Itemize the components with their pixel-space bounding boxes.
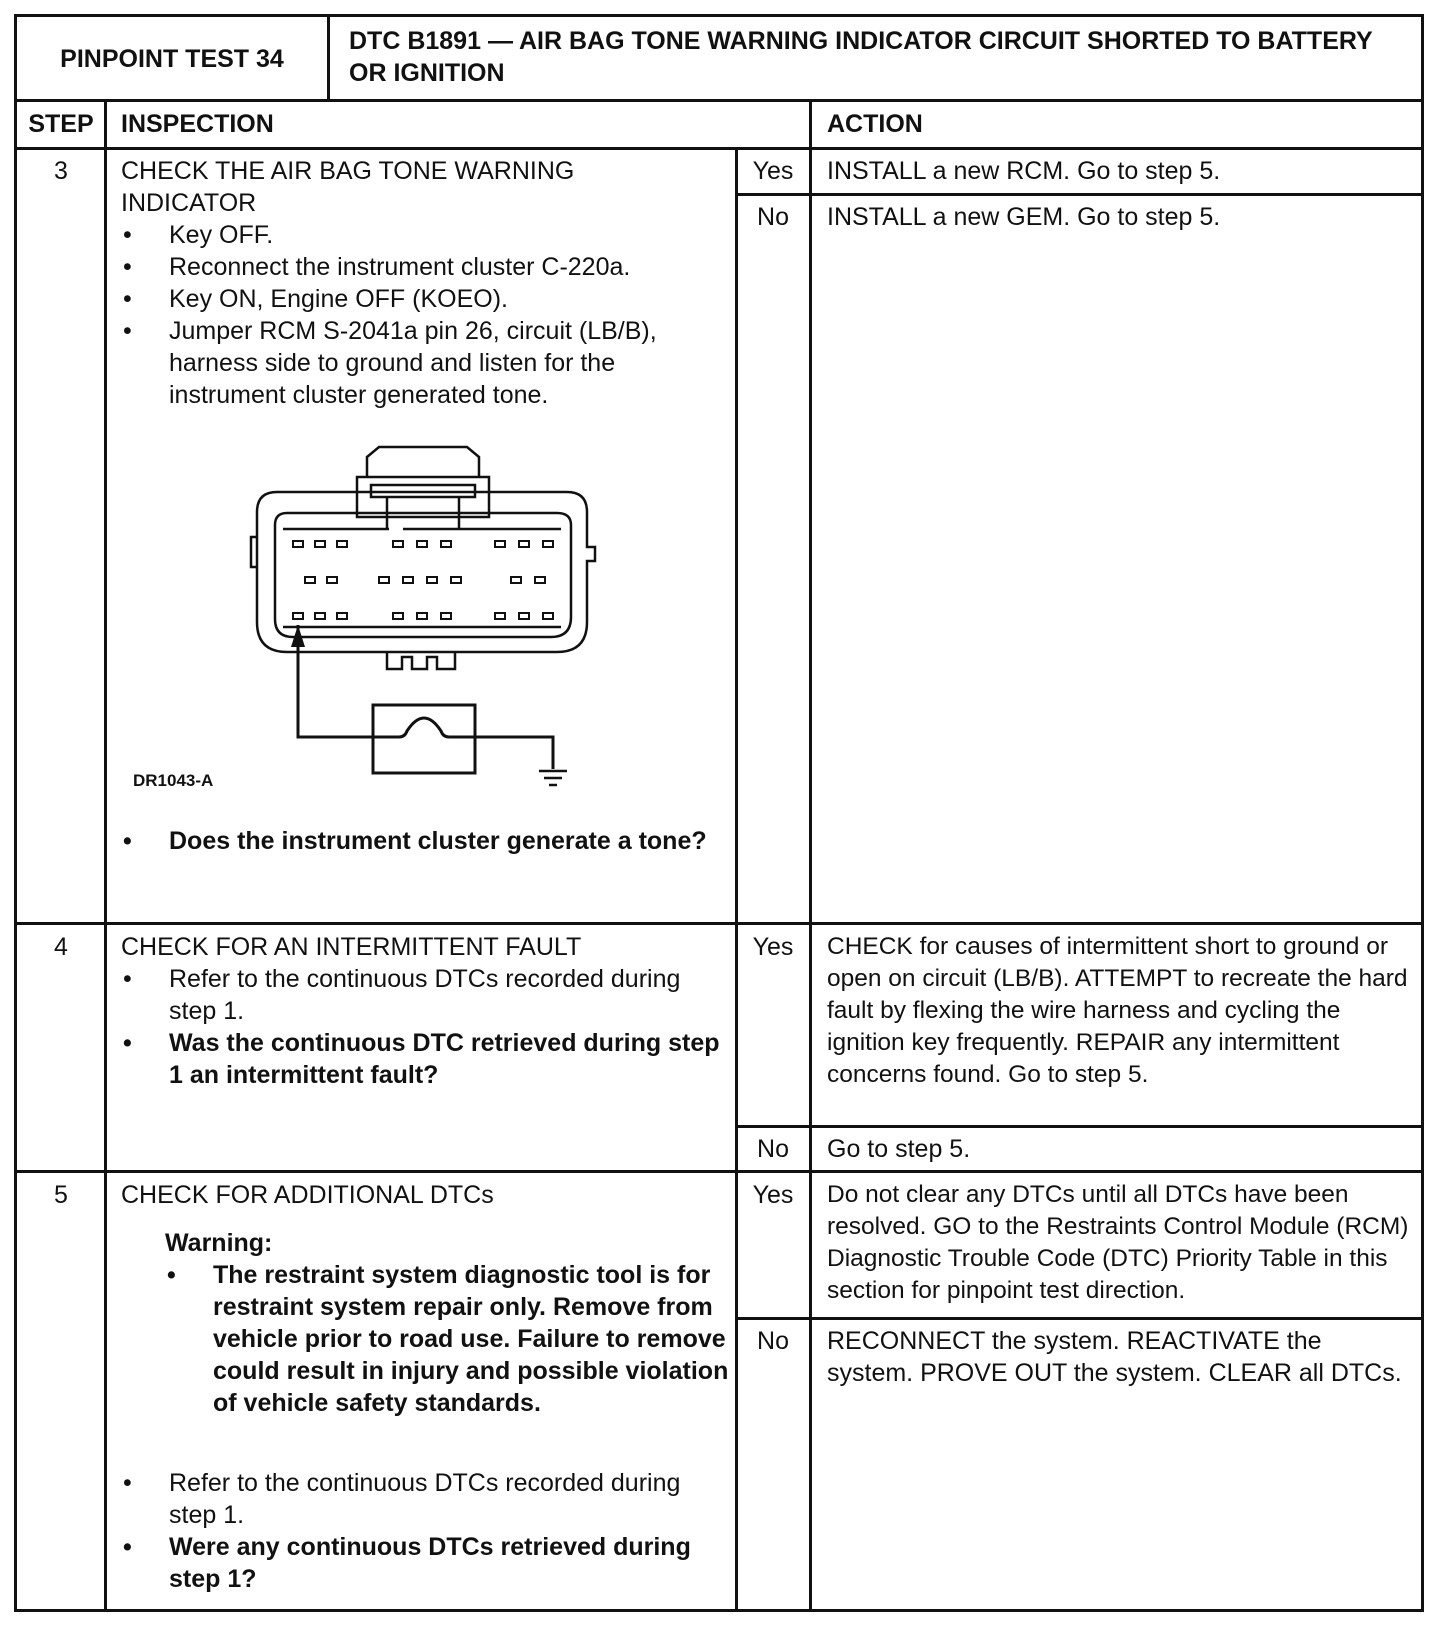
step-question bbox=[121, 825, 721, 857]
rule-step4-bottom bbox=[17, 1170, 1421, 1173]
answer-no-label: No bbox=[757, 1135, 789, 1163]
rule-step5-yes-bottom bbox=[735, 1317, 1421, 1320]
warning-label: Warning: bbox=[165, 1229, 273, 1257]
list-item: • Refer to the continuous DTCs recorded during step 1. bbox=[121, 1467, 721, 1531]
step-number: 3 bbox=[54, 157, 68, 185]
step-bullet-list bbox=[121, 219, 721, 411]
step-number: 5 bbox=[54, 1181, 68, 1209]
step-title: CHECK FOR ADDITIONAL DTCs bbox=[121, 1181, 494, 1209]
warning-list bbox=[165, 1259, 735, 1419]
answer-no-action: INSTALL a new GEM. Go to step 5. bbox=[827, 203, 1221, 231]
rule-action-column bbox=[809, 99, 812, 1609]
rule-step-column bbox=[104, 99, 107, 1609]
list-item: • Jumper RCM S-2041a pin 26, circuit (LB/B), harness side to ground and listen for the instrument cluster generated tone. bbox=[121, 315, 721, 411]
rule-header-bottom bbox=[17, 99, 1421, 102]
warning-text: • The restraint system diagnostic tool is for restraint system repair only. Remove from vehicle prior to road use. Failure to remove could result in injury and possible violation of vehicle safety standards. bbox=[165, 1259, 735, 1419]
list-item: • Refer to the continuous DTCs recorded during step 1. bbox=[121, 963, 721, 1027]
answer-no-label: No bbox=[757, 203, 789, 231]
step-number: 4 bbox=[54, 933, 68, 961]
list-item: • Does the instrument cluster generate a tone? bbox=[121, 825, 721, 857]
rule-step3-bottom bbox=[17, 922, 1421, 925]
answer-yes-action: INSTALL a new RCM. Go to step 5. bbox=[827, 157, 1221, 185]
connector-jumper-diagram bbox=[227, 437, 607, 807]
list-item: • Key OFF. bbox=[121, 219, 721, 251]
column-header-action: ACTION bbox=[827, 110, 923, 138]
step-title: CHECK FOR AN INTERMITTENT FAULT bbox=[121, 933, 582, 961]
step-bullet-list bbox=[121, 963, 721, 1091]
answer-yes-action: Do not clear any DTCs until all DTCs have been resolved. GO to the Restraints Control Module (RCM) Diagnostic Trouble Code (DTC) Priority Table in this section for pinpoint test direction. bbox=[827, 1181, 1409, 1304]
step-bullet-list bbox=[121, 1467, 721, 1595]
pinpoint-test-table bbox=[14, 14, 1424, 1612]
rule-colheader-bottom bbox=[17, 147, 1421, 150]
rule-answer-column bbox=[735, 148, 738, 1609]
answer-yes-label: Yes bbox=[752, 1181, 794, 1209]
answer-yes-action: CHECK for causes of intermittent short to ground or open on circuit (LB/B). ATTEMPT to recreate the hard fault by flexing the wire harness and cycling the ignition key frequently. REPAIR any intermittent concerns found. Go to step 5. bbox=[827, 933, 1408, 1088]
figure-caption: DR1043-A bbox=[133, 771, 214, 790]
list-item: • Key ON, Engine OFF (KOEO). bbox=[121, 283, 721, 315]
answer-no-label: No bbox=[757, 1327, 789, 1355]
rule-header-divider bbox=[327, 17, 330, 100]
answer-no-action: Go to step 5. bbox=[827, 1135, 971, 1163]
rule-step3-yes-bottom bbox=[735, 193, 1421, 196]
list-item: • Reconnect the instrument cluster C-220a. bbox=[121, 251, 721, 283]
answer-yes-label: Yes bbox=[752, 157, 794, 185]
pinpoint-test-label: PINPOINT TEST 34 bbox=[60, 45, 284, 73]
answer-no-action: RECONNECT the system. REACTIVATE the system. PROVE OUT the system. CLEAR all DTCs. bbox=[827, 1327, 1402, 1387]
rule-step4-yes-bottom bbox=[735, 1125, 1421, 1128]
list-item: • Was the continuous DTC retrieved during step 1 an intermittent fault? bbox=[121, 1027, 721, 1091]
column-header-inspection: INSPECTION bbox=[121, 110, 274, 138]
list-item: • Were any continuous DTCs retrieved during step 1? bbox=[121, 1531, 721, 1595]
step-title: CHECK THE AIR BAG TONE WARNING INDICATOR bbox=[121, 157, 575, 217]
column-header-step: STEP bbox=[28, 110, 94, 138]
answer-yes-label: Yes bbox=[752, 933, 794, 961]
test-title: DTC B1891 — AIR BAG TONE WARNING INDICATOR CIRCUIT SHORTED TO BATTERY OR IGNITION bbox=[349, 27, 1373, 87]
